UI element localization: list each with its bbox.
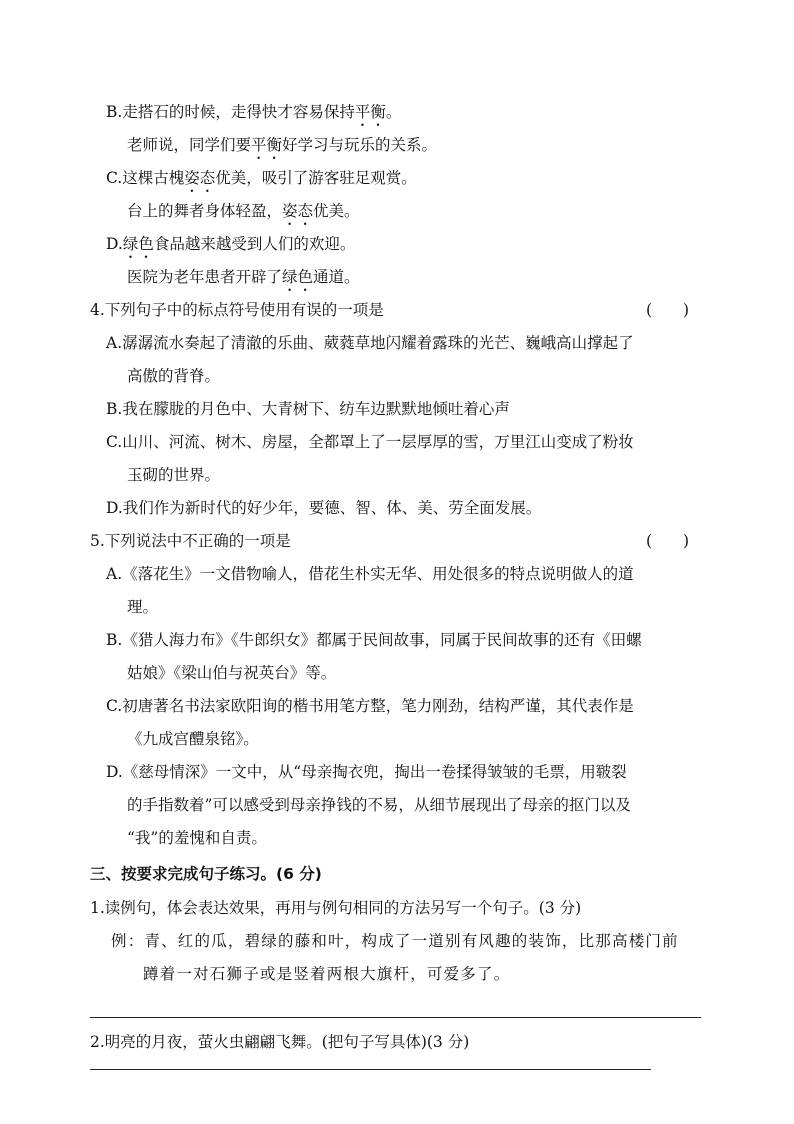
emphasized-word: 姿态 (184, 169, 216, 187)
q5-answer-bracket[interactable]: ( ) (646, 532, 690, 550)
answer-line-2[interactable] (90, 1069, 651, 1070)
q5-option-a-line2: 理。 (127, 598, 159, 616)
q5-option-d-line3: “我”的羞愧和自责。 (127, 829, 267, 847)
example-sentence-line2: 蹲着一对石狮子或是竖着两根大旗杆，可爱多了。 (143, 965, 511, 983)
q4-stem: 4.下列句子中的标点符号使用有误的一项是 (90, 301, 384, 319)
q5-option-d-line2: 的手指数着”可以感受到母亲挣钱的不易，从细节展现出了母亲的抠门以及 (127, 796, 631, 814)
q4-option-d: D.我们作为新时代的好少年，要德、智、体、美、劳全面发展。 (106, 499, 542, 517)
q5-option-c-line1: C.初唐著名书法家欧阳询的楷书用笔方整，笔力刚劲，结构严谨，其代表作是 (106, 697, 634, 715)
section-heading: 三、按要求完成句子练习。(6 分) (90, 865, 322, 883)
q5-option-d-line1: D.《慈母情深》一文中，从“母亲掏衣兜，掏出一卷揉得皱皱的毛票，用皲裂 (106, 763, 627, 781)
example-sentence-line1: 例：青、红的瓜，碧绿的藤和叶，构成了一道别有风趣的装饰，比那高楼门前 (111, 932, 679, 950)
emphasized-word: 平衡 (354, 103, 386, 121)
q3-option-b-line2: 老师说，同学们要平衡好学习与玩乐的关系。 (127, 136, 438, 154)
q4-option-a-line1: A.潺潺流水奏起了清澈的乐曲、葳蕤草地闪耀着露珠的光芒、巍峨高山撑起了 (106, 334, 634, 352)
q5-stem: 5.下列说法中不正确的一项是 (90, 532, 291, 550)
emphasized-word: 姿态 (282, 202, 314, 220)
q3-option-c-line2: 台上的舞者身体轻盈，姿态优美。 (127, 202, 360, 220)
q5-option-b-line2: 姑娘》《梁山伯与祝英台》等。 (127, 664, 337, 682)
q5-option-a-line1: A.《落花生》一文借物喻人，借花生朴实无华、用处很多的特点说明做人的道 (106, 565, 634, 583)
emphasized-word: 平衡 (251, 136, 283, 154)
q5-option-c-line2: 《九成宫醴泉铭》。 (127, 730, 259, 748)
answer-line-1[interactable] (90, 1017, 701, 1018)
q3-option-d-line1: D.绿色食品越来越受到人们的欢迎。 (106, 235, 356, 253)
q4-option-c-line2: 玉砌的世界。 (127, 466, 221, 484)
q4-answer-bracket[interactable]: ( ) (646, 301, 690, 319)
sentence-exercise-1: 1.读例句，体会表达效果，再用与例句相同的方法另写一个句子。(3 分) (90, 899, 582, 917)
q4-option-b: B.我在朦胧的月色中、大青树下、纺车边默默地倾吐着心声 (106, 400, 510, 418)
emphasized-word: 绿色 (282, 268, 314, 286)
q5-option-b-line1: B.《猎人海力布》《牛郎织女》都属于民间故事，同属于民间故事的还有《田螺 (106, 631, 642, 649)
q3-option-b-line1: B.走搭石的时候，走得快才容易保持平衡。 (106, 103, 402, 121)
emphasized-word: 绿色 (122, 235, 154, 253)
q4-option-a-line2: 高傲的背脊。 (127, 367, 221, 385)
q3-option-c-line1: C.这棵古槐姿态优美，吸引了游客驻足观赏。 (106, 169, 417, 187)
sentence-exercise-2: 2.明亮的月夜，萤火虫翩翩飞舞。(把句子写具体)(3 分) (90, 1033, 470, 1051)
q4-option-c-line1: C.山川、河流、树木、房屋，全都罩上了一层厚厚的雪，万里江山变成了粉妆 (106, 433, 634, 451)
q3-option-d-line2: 医院为老年患者开辟了绿色通道。 (127, 268, 360, 286)
